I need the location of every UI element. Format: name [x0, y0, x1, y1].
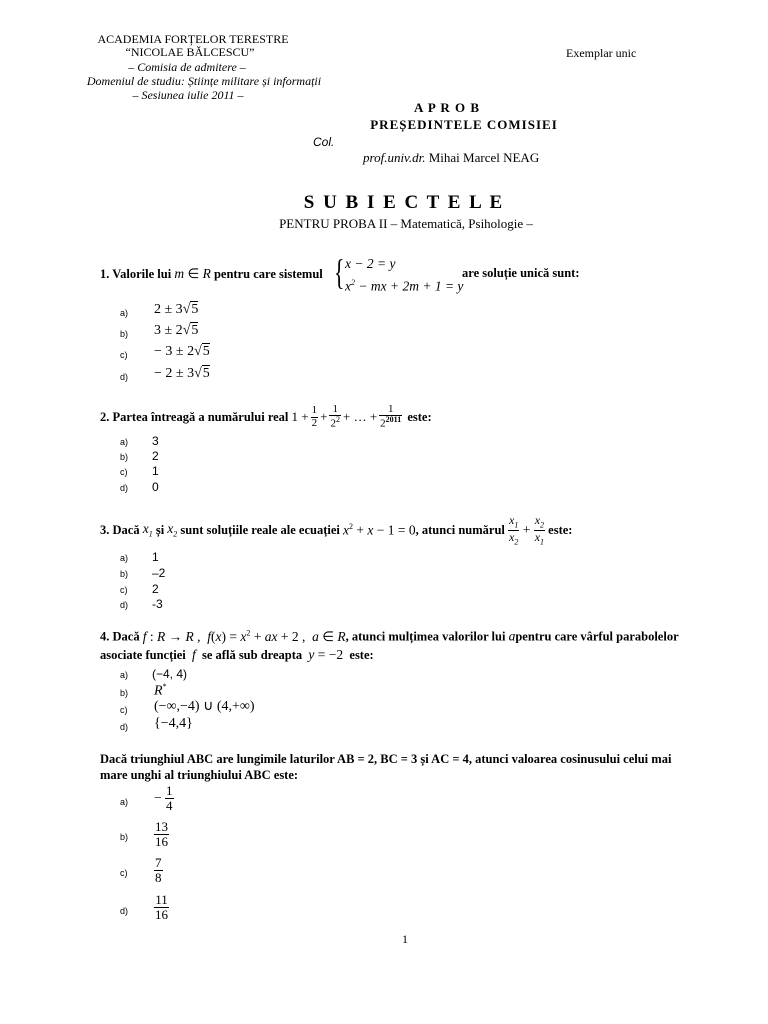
system-brace: { — [334, 252, 345, 292]
question-4-text-mid2: pentru care vârful parabolelor — [515, 629, 679, 644]
question-1-text-mid: pentru care sistemul — [213, 267, 323, 281]
question-4-line-eq: y = −2 — [308, 647, 344, 662]
q3-option-a[interactable]: 1 — [152, 550, 159, 564]
q5-option-c-label: c) — [120, 868, 128, 878]
q3-option-c[interactable]: 2 — [152, 582, 159, 596]
q4-option-b[interactable]: R* — [154, 682, 167, 699]
question-2-expression: 1 + $\frac{1}{2}$ + $\frac{1}{2^2}$ + … + $\frac{1}{2^{2011}}$ — [291, 402, 402, 430]
q1-option-b-label: b) — [120, 329, 129, 339]
q5-option-b[interactable]: $\frac{13}{16}$ — [155, 819, 168, 849]
question-4-param: a — [508, 628, 516, 644]
q3-option-b-label: b) — [120, 569, 129, 579]
question-4-f: f — [192, 647, 196, 662]
question-4-line2-after: este: — [349, 648, 374, 662]
approval-rank: Col. — [313, 135, 335, 149]
question-2-stem — [100, 402, 432, 432]
approval-role: PREȘEDINTELE COMISIEI — [370, 117, 558, 132]
q4-option-b-label: b) — [120, 688, 129, 698]
q1-option-d[interactable]: − 2 ± 3√5 — [154, 366, 210, 381]
q1-option-a-label: a) — [120, 308, 129, 318]
question-5-line2: mare unghi al triunghiului ABC este: — [100, 768, 299, 782]
q2-option-d[interactable]: 0 — [152, 480, 159, 494]
academic-title: prof.univ.dr. — [363, 150, 426, 165]
question-3-x2: $x_2$ — [167, 521, 178, 539]
q2-option-a-label: a) — [120, 437, 129, 447]
question-1-text-before: Valorile lui — [112, 267, 172, 281]
system-eq1: x − 2 = y — [345, 256, 396, 271]
q5-option-a-label: a) — [120, 797, 129, 807]
question-1-stem: 1. Valorile lui m ∈ R pentru care sistemul — [100, 266, 323, 281]
q1-option-c[interactable]: − 3 ± 2√5 — [154, 344, 210, 359]
signatory-name: Mihai Marcel NEAG — [428, 150, 540, 165]
session: – Sesiunea iulie 2011 – — [132, 88, 244, 102]
question-2-text-after: este: — [407, 409, 432, 424]
q4-option-d[interactable]: {−4,4} — [154, 716, 193, 731]
institution-line2: “NICOLAE BĂLCESCU” — [125, 45, 255, 59]
study-domain: Domeniul de studiu: Științe militare și informații — [86, 74, 322, 88]
question-4-text-mid: , atunci mulțimea valorilor lui — [345, 629, 506, 644]
q5-option-b-label: b) — [120, 832, 129, 842]
document-title: S U B I E C T E L E — [303, 192, 505, 213]
q2-option-b[interactable]: 2 — [152, 449, 159, 463]
q5-option-c[interactable]: $\frac{7}{8}$ — [155, 855, 162, 885]
q4-option-c[interactable]: (−∞,−4) ∪ (4,+∞) — [154, 699, 255, 714]
question-3-text-before: Dacă — [112, 522, 140, 537]
question-4-line2-before: asociate funcției — [100, 648, 186, 662]
approval-signatory — [363, 150, 539, 166]
q1-option-b[interactable]: 3 ± 2√5 — [154, 323, 199, 338]
q2-option-a[interactable]: 3 — [152, 434, 159, 448]
question-2-text-before: Partea întreagă a numărului real — [112, 409, 289, 424]
question-3-text-mid2: , atunci numărul — [415, 522, 505, 537]
question-3-expression: $\frac{x_1}{x_2}$ + $\frac{x_2}{x_1}$ — [509, 512, 545, 546]
question-3-text-mid: sunt soluțiile reale ale ecuației — [180, 522, 340, 537]
q1-option-d-label: d) — [120, 372, 129, 382]
q4-option-c-label: c) — [120, 705, 128, 715]
q1-option-a[interactable]: 2 ± 3√5 — [154, 302, 199, 317]
q3-option-d[interactable]: -3 — [152, 597, 163, 611]
question-4-line2 — [100, 647, 374, 663]
question-3-x1: $x_1$ — [142, 521, 153, 539]
q2-option-c[interactable]: 1 — [152, 464, 159, 478]
commission: – Comisia de admitere – — [128, 60, 246, 74]
question-5-line1: Dacă triunghiul ABC are lungimile laturilor AB = 2, BC = 3 și AC = 4, atunci valoarea cosinusului celui mai — [100, 752, 672, 766]
q3-option-d-label: d) — [120, 600, 129, 610]
q4-option-d-label: d) — [120, 722, 129, 732]
question-4-line2-mid: se află sub dreapta — [202, 648, 303, 662]
q1-option-c-label: c) — [120, 350, 128, 360]
question-1-number: 1. — [100, 267, 110, 281]
q4-option-a[interactable]: (−4, 4) — [152, 667, 188, 681]
q5-option-d-label: d) — [120, 906, 129, 916]
q2-option-c-label: c) — [120, 467, 128, 477]
q2-option-d-label: d) — [120, 483, 129, 493]
q5-option-a[interactable]: − $\frac{1}{4}$ — [154, 783, 173, 813]
question-4-line1 — [100, 628, 679, 645]
question-4-number: 4. — [100, 629, 110, 644]
q2-option-b-label: b) — [120, 452, 129, 462]
question-2-number: 2. — [100, 409, 110, 424]
q4-option-a-label: a) — [120, 670, 129, 680]
question-1-var: m — [174, 266, 185, 281]
question-3-number: 3. — [100, 522, 110, 537]
question-3-text-after: este: — [548, 522, 573, 537]
q3-option-a-label: a) — [120, 553, 129, 563]
question-3-and: și — [155, 522, 165, 537]
approval-title: A P R O B — [413, 100, 481, 115]
document-subtitle: PENTRU PROBA II – Matematică, Psihologie – — [279, 216, 533, 231]
question-4-function: f : R → R , $f(x) = x^2$ + ax + 2 , a ∈ R — [142, 628, 346, 644]
institution-line1: ACADEMIA FORȚELOR TERESTRE — [97, 32, 289, 46]
question-3-equation: $x^2 + x - 1 = 0$ — [343, 521, 416, 538]
question-1-text-after: are soluție unică sunt: — [462, 266, 580, 280]
question-3-stem — [100, 512, 572, 548]
copy-note: Exemplar unic — [566, 46, 637, 60]
system-eq2: $x^2$ − mx + 2m + 1 = y — [345, 278, 464, 294]
q3-option-c-label: c) — [120, 585, 128, 595]
question-4-text-before: Dacă — [112, 629, 140, 644]
q5-option-d[interactable]: $\frac{11}{16}$ — [155, 892, 168, 922]
page-number: 1 — [402, 932, 408, 946]
q3-option-b[interactable]: –2 — [152, 566, 166, 580]
